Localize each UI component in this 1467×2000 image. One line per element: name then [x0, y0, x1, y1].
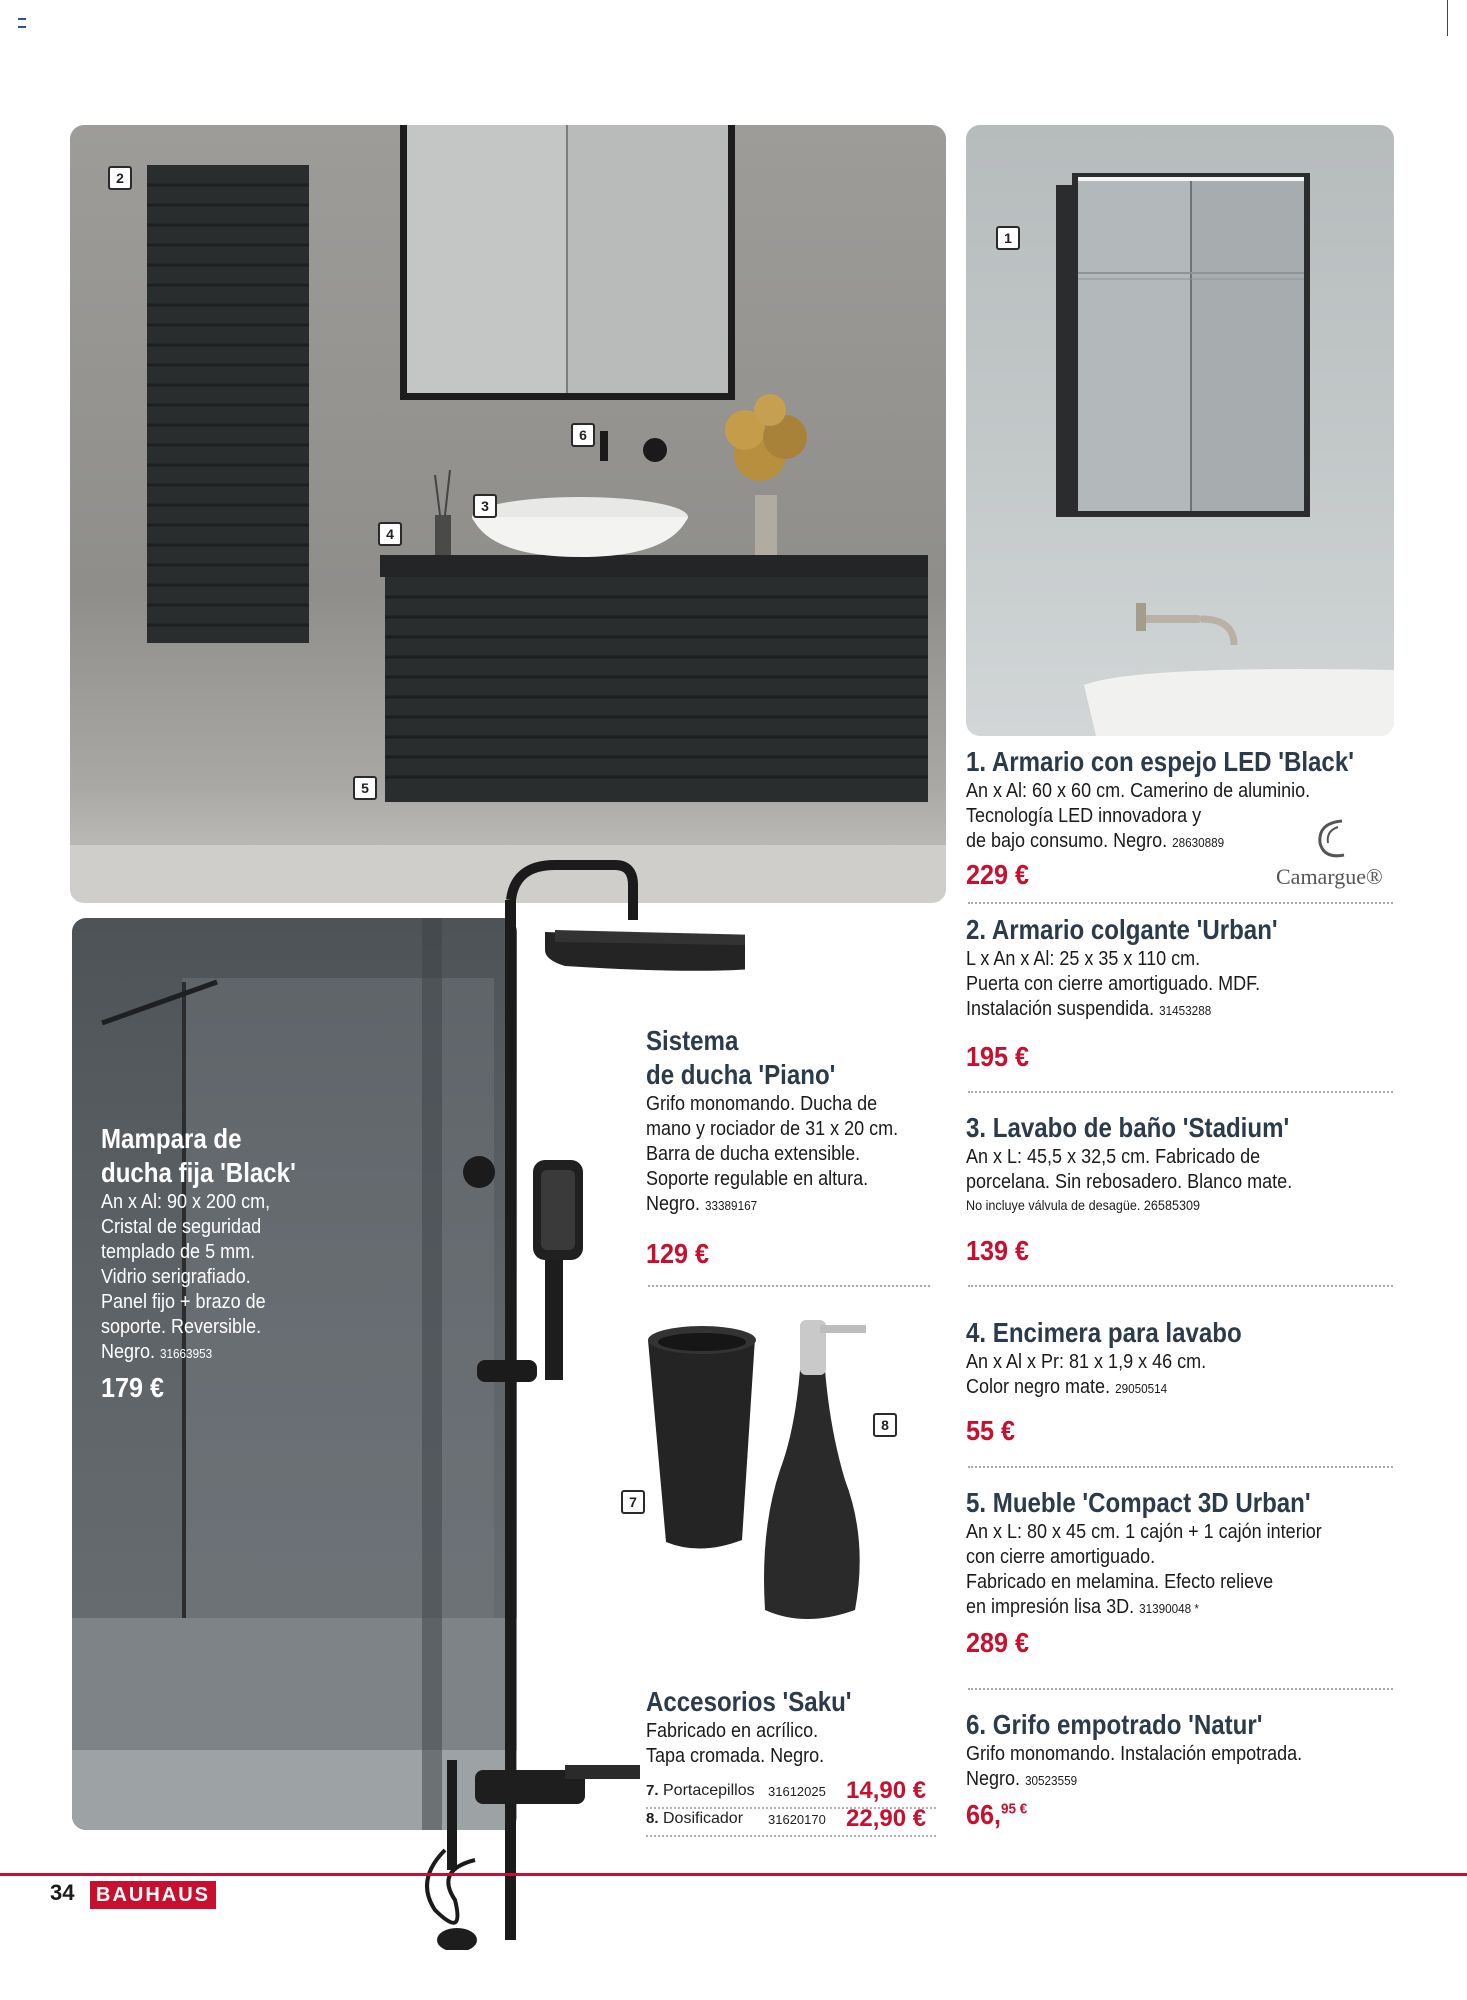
- saku-item-price: 22,90 €: [846, 1805, 927, 1832]
- saku-item-row: [646, 1807, 936, 1837]
- saku-item-number: 7.: [646, 1782, 659, 1799]
- shower-system-block: [646, 1024, 946, 1270]
- product-6-block: [966, 1708, 1396, 1831]
- shower-system-title: de ducha 'Piano': [646, 1059, 836, 1090]
- shower-screen-ref: 31663953: [160, 1346, 213, 1361]
- product-2-desc-line: Puerta con cierre amortiguado. MDF.: [966, 973, 1261, 995]
- product-6-price: 66,$^{95 €}$: [966, 1799, 1028, 1830]
- product-4-desc-line: An x Al x Pr: 81 x 1,9 x 46 cm.: [966, 1351, 1207, 1373]
- product-4-block: [966, 1316, 1396, 1447]
- product-5-desc-line: en impresión lisa 3D. 31390048 *: [966, 1596, 1199, 1618]
- shower-screen-block: [101, 1122, 361, 1404]
- shower-screen-desc-line: An x Al: 90 x 200 cm,: [101, 1191, 271, 1213]
- bauhaus-logo: BAUHAUS: [90, 1881, 216, 1909]
- product-6-desc-line: Negro. 30523559: [966, 1768, 1078, 1790]
- product-1-ref: 28630889: [1172, 835, 1225, 850]
- product-5-ref: 31390048 *: [1139, 1601, 1199, 1616]
- product-3-title: 3. Lavabo de baño 'Stadium': [966, 1112, 1290, 1143]
- product-2-desc-line: Instalación suspendida. 31453288: [966, 998, 1212, 1020]
- corner-marker: [18, 18, 26, 28]
- product-5-desc-line: An x L: 80 x 45 cm. 1 cajón + 1 cajón interior: [966, 1521, 1322, 1543]
- product-4-price: 55 €: [966, 1415, 1016, 1446]
- saku-title: Accesorios 'Saku': [646, 1686, 852, 1717]
- divider: [968, 1091, 1393, 1093]
- saku-item-name: Dosificador: [663, 1810, 744, 1827]
- shower-system-desc-line: mano y rociador de 31 x 20 cm.: [646, 1118, 899, 1140]
- product-6-title: 6. Grifo empotrado 'Natur': [966, 1709, 1263, 1740]
- bathroom-scene-photo: [70, 125, 946, 903]
- shower-system-desc-line: Barra de ducha extensible.: [646, 1143, 861, 1165]
- mirror-cabinet-photo: [966, 125, 1394, 736]
- crop-mark: [1447, 0, 1448, 36]
- shower-system-title: Sistema: [646, 1025, 739, 1056]
- saku-item-price: 14,90 €: [846, 1777, 927, 1804]
- shower-system-desc-line: Grifo monomando. Ducha de: [646, 1093, 878, 1115]
- shower-system-price: 129 €: [646, 1238, 710, 1269]
- divider: [648, 1285, 930, 1287]
- divider: [968, 902, 1393, 904]
- tag-5: 5: [353, 776, 377, 800]
- saku-block: [646, 1685, 936, 1769]
- saku-item-ref: 31620170: [768, 1812, 826, 1827]
- tag-6: 6: [571, 423, 595, 447]
- product-5-block: [966, 1486, 1396, 1659]
- product-3-price: 139 €: [966, 1235, 1030, 1266]
- product-6-desc-line: Grifo monomando. Instalación empotrada.: [966, 1743, 1303, 1765]
- shower-system-desc-line: Soporte regulable en altura.: [646, 1168, 869, 1190]
- saku-item-ref: 31612025: [768, 1784, 826, 1799]
- tag-1: 1: [996, 226, 1020, 250]
- saku-desc-line: Tapa cromada. Negro.: [646, 1745, 825, 1767]
- product-1-title: 1. Armario con espejo LED 'Black': [966, 746, 1354, 777]
- product-5-price: 289 €: [966, 1627, 1030, 1658]
- product-3-ref: 26585309: [1143, 1197, 1200, 1213]
- product-2-title: 2. Armario colgante 'Urban': [966, 914, 1278, 945]
- page-number: 34: [50, 1880, 75, 1905]
- shower-screen-desc-line: templado de 5 mm.: [101, 1241, 256, 1263]
- shower-system-desc-line: Negro. 33389167: [646, 1193, 758, 1215]
- shower-screen-desc-line: Negro. 31663953: [101, 1341, 213, 1363]
- product-4-desc-line: Color negro mate. 29050514: [966, 1376, 1168, 1398]
- tag-4: 4: [378, 522, 402, 546]
- shower-screen-desc-line: Cristal de seguridad: [101, 1216, 262, 1238]
- product-5-desc-line: Fabricado en melamina. Efecto relieve: [966, 1571, 1274, 1593]
- product-1-desc-line: Tecnología LED innovadora y: [966, 805, 1202, 827]
- product-5-title: 5. Mueble 'Compact 3D Urban': [966, 1487, 1311, 1518]
- product-2-price: 195 €: [966, 1041, 1030, 1072]
- shower-system-ref: 33389167: [705, 1198, 758, 1213]
- product-2-block: [966, 913, 1396, 1073]
- shower-screen-desc-line: Vidrio serigrafiado.: [101, 1266, 251, 1288]
- divider: [968, 1285, 1393, 1287]
- product-3-desc-line: porcelana. Sin rebosadero. Blanco mate.: [966, 1171, 1293, 1193]
- tag-7: 7: [621, 1490, 645, 1514]
- product-1-desc-line: de bajo consumo. Negro. 28630889: [966, 830, 1225, 852]
- shower-screen-price: 179 €: [101, 1372, 165, 1403]
- product-4-title: 4. Encimera para lavabo: [966, 1317, 1242, 1348]
- tag-2: 2: [108, 166, 132, 190]
- product-5-desc-line: con cierre amortiguado.: [966, 1546, 1156, 1568]
- shower-screen-desc-line: Panel fijo + brazo de: [101, 1291, 266, 1313]
- saku-desc-line: Fabricado en acrílico.: [646, 1720, 819, 1742]
- product-4-ref: 29050514: [1115, 1381, 1168, 1396]
- product-2-ref: 31453288: [1159, 1003, 1212, 1018]
- saku-accessories-illustration: [630, 1310, 890, 1640]
- camargue-logo-icon: [1312, 815, 1356, 863]
- camargue-logo-text: Camargue®: [1276, 864, 1383, 889]
- shower-screen-title: ducha fija 'Black': [101, 1157, 296, 1188]
- shower-screen-desc-line: soporte. Reversible.: [101, 1316, 262, 1338]
- product-3-note: No incluye válvula de desagüe. 26585309: [966, 1197, 1200, 1213]
- divider: [968, 1688, 1393, 1690]
- product-1-desc-line: An x Al: 60 x 60 cm. Camerino de aluminio.: [966, 780, 1311, 802]
- tag-3: 3: [473, 494, 497, 518]
- saku-item-name: Portacepillos: [663, 1782, 755, 1799]
- product-3-desc-line: An x L: 45,5 x 32,5 cm. Fabricado de: [966, 1146, 1261, 1168]
- footer-red-line: [0, 1873, 1467, 1876]
- product-1-price: 229 €: [966, 859, 1030, 890]
- tag-8: 8: [873, 1413, 897, 1437]
- product-6-ref: 30523559: [1025, 1773, 1078, 1788]
- saku-item-number: 8.: [646, 1810, 659, 1827]
- product-3-block: [966, 1111, 1396, 1267]
- shower-screen-title: Mampara de: [101, 1123, 242, 1154]
- divider: [968, 1466, 1393, 1468]
- product-2-desc-line: L x An x Al: 25 x 35 x 110 cm.: [966, 948, 1201, 970]
